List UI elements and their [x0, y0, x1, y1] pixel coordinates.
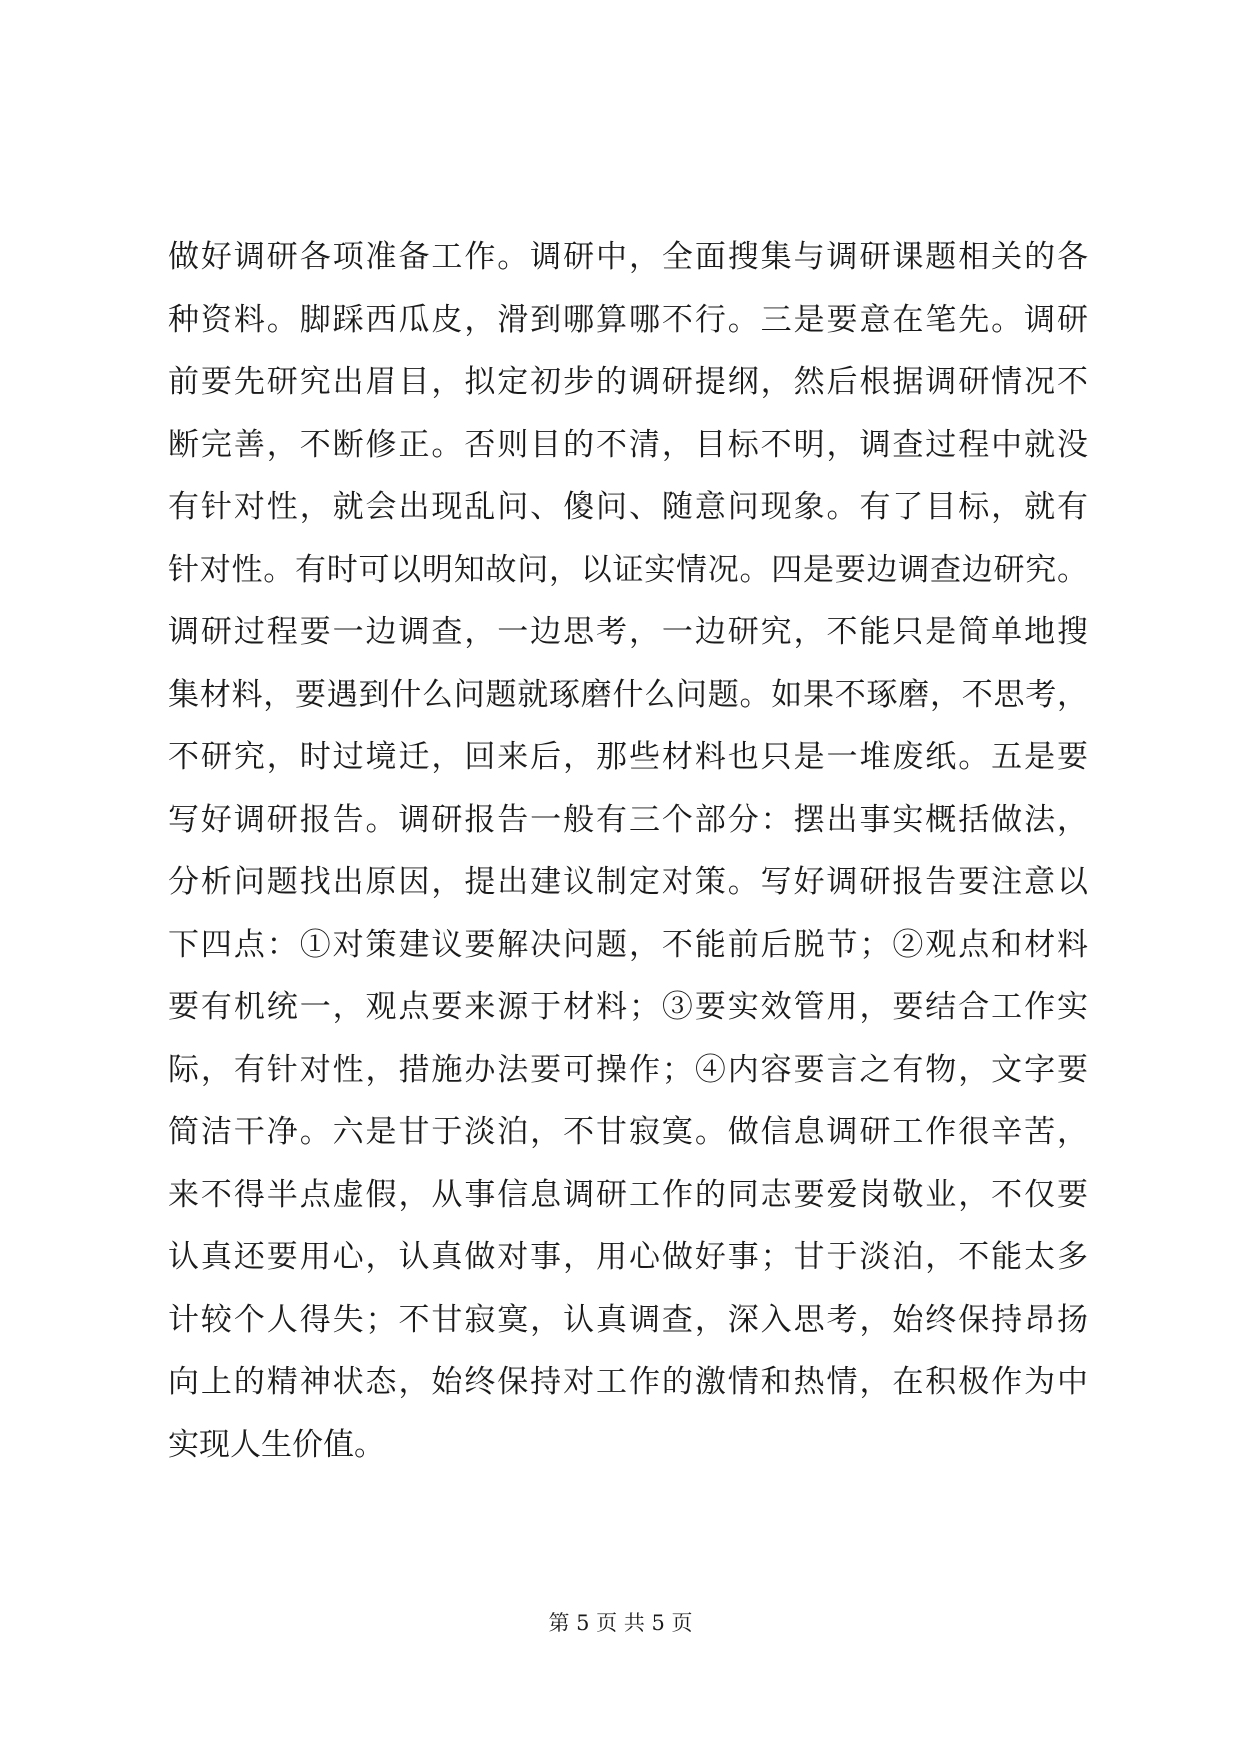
text-line: 针对性。有时可以明知故问，以证实情况。四是要边调查边研究。 [168, 551, 1088, 588]
text-line: 简洁干净。六是甘于淡泊，不甘寂寞。做信息调研工作很辛苦， [168, 1114, 1088, 1150]
text-line: 向上的精神状态，始终保持对工作的激情和热情，在积极作为中 [168, 1364, 1088, 1400]
text-line: 种资料。脚踩西瓜皮，滑到哪算哪不行。三是要意在笔先。调研 [168, 301, 1088, 338]
text-line-last: 实现人生价值。 [168, 1426, 385, 1463]
text-line: 下四点：①对策建议要解决问题，不能前后脱节；②观点和材料 [168, 926, 1088, 963]
text-line: 调研过程要一边调查，一边思考，一边研究，不能只是简单地搜 [168, 614, 1088, 650]
text-line: 写好调研报告。调研报告一般有三个部分：摆出事实概括做法， [168, 801, 1088, 838]
text-line: 集材料，要遇到什么问题就琢磨什么问题。如果不琢磨，不思考， [168, 676, 1088, 713]
page-number-label: 第 5 页 共 5 页 [548, 1611, 693, 1635]
text-line: 有针对性，就会出现乱问、傻问、随意问现象。有了目标，就有 [168, 489, 1088, 525]
text-line: 断完善，不断修正。否则目的不清，目标不明，调查过程中就没 [168, 426, 1088, 463]
text-line: 做好调研各项准备工作。调研中，全面搜集与调研课题相关的各 [168, 239, 1088, 275]
text-line: 际，有针对性，措施办法要可操作；④内容要言之有物，文字要 [168, 1051, 1088, 1088]
text-line: 不研究，时过境迁，回来后，那些材料也只是一堆废纸。五是要 [168, 739, 1088, 775]
body-text [168, 226, 1088, 1476]
text-line: 要有机统一，观点要来源于材料；③要实效管用，要结合工作实 [168, 989, 1088, 1025]
text-line: 来不得半点虚假，从事信息调研工作的同志要爱岗敬业，不仅要 [168, 1176, 1088, 1213]
text-line: 计较个人得失；不甘寂寞，认真调查，深入思考，始终保持昂扬 [168, 1301, 1088, 1338]
text-line: 认真还要用心，认真做对事，用心做好事；甘于淡泊，不能太多 [168, 1239, 1088, 1275]
page-footer [0, 1608, 1241, 1638]
text-line: 前要先研究出眉目，拟定初步的调研提纲，然后根据调研情况不 [168, 364, 1088, 400]
text-line: 分析问题找出原因，提出建议制定对策。写好调研报告要注意以 [168, 864, 1088, 900]
